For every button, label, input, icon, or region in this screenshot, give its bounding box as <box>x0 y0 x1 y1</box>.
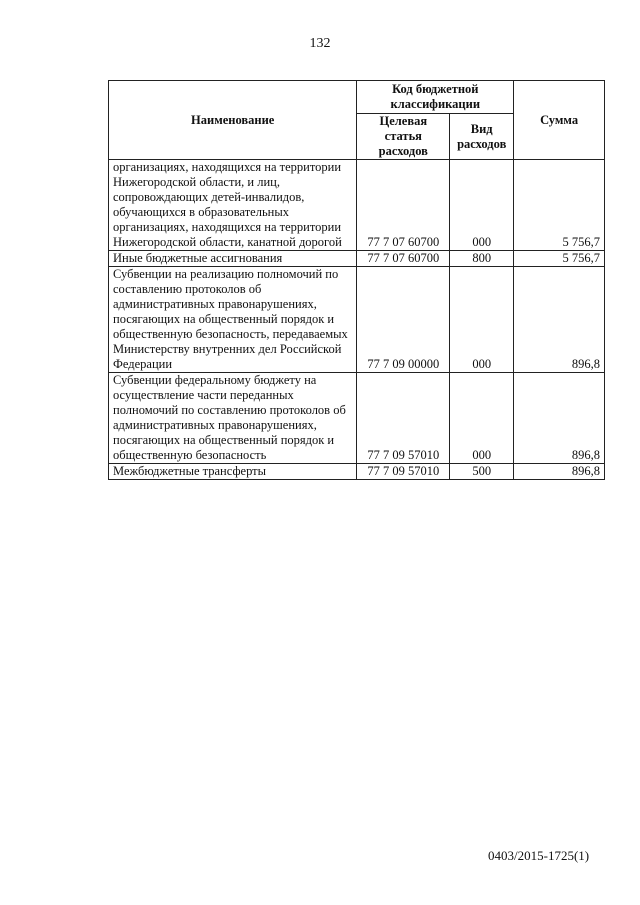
header-expense-kind: Вид расходов <box>450 114 514 160</box>
row-amount: 896,8 <box>514 464 605 480</box>
table-row <box>109 251 605 267</box>
budget-table <box>108 80 605 480</box>
header-budget-code: Код бюджетной классификации <box>357 81 514 114</box>
row-name: организациях, находящихся на территории Нижегородской области, и лиц, сопровождающих детей-инвалидов, обучающихся в образовательных организациях, находящихся на территории Нижегородской области, канатной дорогой <box>109 160 357 251</box>
row-expense-kind: 500 <box>450 464 514 480</box>
header-amount: Сумма <box>514 81 605 160</box>
row-expense-kind: 000 <box>450 373 514 464</box>
row-amount: 5 756,7 <box>514 251 605 267</box>
row-name: Субвенции на реализацию полномочий по составлению протоколов об административных правонарушениях, посягающих на общественный порядок и общественную безопасность, передаваемых Министерству внутренних дел Российской Федерации <box>109 267 357 373</box>
document-code: 0403/2015-1725(1) <box>488 848 590 863</box>
row-amount: 896,8 <box>514 373 605 464</box>
row-target-item: 77 7 09 00000 <box>357 267 450 373</box>
row-name: Межбюджетные трансферты <box>109 464 357 480</box>
table-row <box>109 267 605 373</box>
header-target-item: Целевая статья расходов <box>357 114 450 160</box>
row-expense-kind: 000 <box>450 267 514 373</box>
row-name: Субвенции федеральному бюджету на осуществление части переданных полномочий по составлению протоколов об административных правонарушениях, посягающих на общественный порядок и общественную безопасность <box>109 373 357 464</box>
row-target-item: 77 7 09 57010 <box>357 373 450 464</box>
row-target-item: 77 7 07 60700 <box>357 251 450 267</box>
row-target-item: 77 7 09 57010 <box>357 464 450 480</box>
row-name: Иные бюджетные ассигнования <box>109 251 357 267</box>
row-amount: 896,8 <box>514 267 605 373</box>
table-row <box>109 464 605 480</box>
row-amount: 5 756,7 <box>514 160 605 251</box>
row-expense-kind: 000 <box>450 160 514 251</box>
header-name: Наименование <box>109 81 357 160</box>
table-row <box>109 160 605 251</box>
page-number: 132 <box>309 36 331 51</box>
table-row <box>109 373 605 464</box>
row-expense-kind: 800 <box>450 251 514 267</box>
row-target-item: 77 7 07 60700 <box>357 160 450 251</box>
